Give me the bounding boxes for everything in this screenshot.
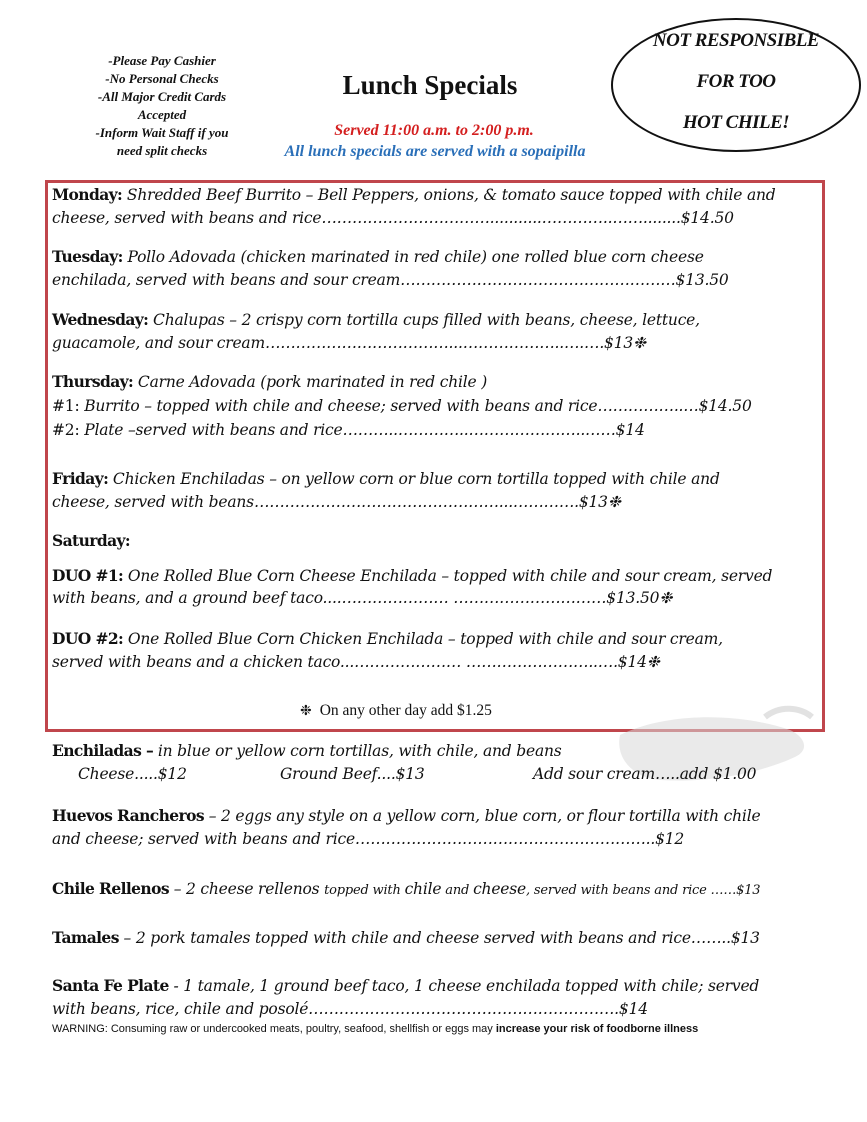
day-label: Monday: (52, 185, 123, 204)
duo-label: DUO #1: (52, 566, 124, 585)
item-description: chile (404, 880, 442, 898)
tamales-item (52, 928, 822, 947)
friday-special-line2: cheese, served with beans…………………………………………...………….$13❉ (52, 493, 621, 511)
duo-label: DUO #2: (52, 629, 124, 648)
enchiladas-cheese-price: Cheese.....$12 (78, 765, 187, 783)
special-description: Carne Adovada (pork marinated in red chile ) (133, 373, 488, 391)
day-label: Saturday: (52, 531, 131, 550)
special-description: Shredded Beef Burrito – Bell Peppers, onions, & tomato sauce topped with chile and (122, 186, 776, 204)
duo-2-special (52, 629, 822, 648)
item-name: Tamales (52, 928, 119, 947)
monday-special (52, 185, 822, 204)
monday-special-line2: cheese, served with beans and rice……………………………...........…………..……........$14.50 (52, 209, 734, 227)
sopaipilla-note: All lunch specials are served with a sopaipilla (284, 143, 586, 160)
special-description: Chicken Enchiladas – on yellow corn or blue corn tortilla topped with chile and (108, 470, 720, 488)
day-label: Wednesday: (52, 310, 149, 329)
friday-special (52, 469, 822, 488)
tuesday-special-line2: enchilada, served with beans and sour cream………………………………………………$13.50 (52, 271, 729, 289)
thursday-special (52, 372, 822, 391)
chile-rellenos-item (52, 879, 822, 898)
other-day-note (300, 702, 570, 720)
santa-fe-plate-item (52, 976, 822, 995)
item-name: Santa Fe Plate (52, 976, 169, 995)
disclaimer-line: FOR TOO (696, 71, 776, 92)
huevos-rancheros-line2: and cheese; served with beans and rice…………………………………………………..$12 (52, 830, 685, 848)
page-title: Lunch Specials (342, 70, 518, 100)
policy-line: -Inform Wait Staff if you (95, 125, 229, 140)
enchiladas-ground-beef-price: Ground Beef....$13 (280, 765, 425, 783)
item-description: topped with (324, 883, 405, 898)
option-description: Plate –served with beans and rice………..…………..…………………..……$14 (79, 421, 645, 439)
duo-2-line2: served with beans and a chicken taco...………………… ……………………..….$14❉ (52, 653, 660, 671)
policy-line: Accepted (137, 107, 187, 122)
item-description: 2 cheese rellenos (185, 880, 325, 898)
special-description: One Rolled Blue Corn Cheese Enchilada – topped with chile and sour cream, served (123, 567, 773, 585)
special-description: One Rolled Blue Corn Chicken Enchilada – topped with chile and sour cream, (123, 630, 723, 648)
special-description: Chalupas – 2 crispy corn tortilla cups filled with beans, cheese, lettuce, (148, 311, 700, 329)
item-name: Chile Rellenos (52, 879, 169, 898)
item-description: , served with beans and rice ……$13 (526, 883, 761, 898)
enchiladas-sour-cream-price: Add sour cream…..add $1.00 (533, 765, 757, 783)
thursday-option-2 (52, 421, 822, 439)
item-name: Enchiladas – (52, 741, 154, 760)
wednesday-special (52, 310, 822, 329)
food-safety-warning (52, 1023, 842, 1035)
saturday-label (52, 531, 822, 550)
disclaimer-line: HOT CHILE! (682, 112, 790, 133)
policy-line: -No Personal Checks (105, 71, 219, 86)
enchiladas-item (52, 741, 822, 760)
item-description: cheese (473, 880, 526, 898)
item-description: – 2 pork tamales topped with chile and cheese served with beans and rice……..$13 (118, 929, 760, 947)
santa-fe-plate-line2: with beans, rice, chile and posolé…………………………………………………….$14 (52, 1000, 648, 1018)
policy-line: -All Major Credit Cards (97, 89, 227, 104)
snowflake-icon: ❉ (300, 704, 312, 719)
policy-line: need split checks (116, 143, 208, 158)
wednesday-special-line2: guacamole, and sour cream………………………………...………………..….….$13❉ (52, 334, 646, 352)
item-description: and (441, 883, 474, 898)
item-description: in blue or yellow corn tortillas, with chile, and beans (153, 742, 562, 760)
day-label: Tuesday: (52, 247, 123, 266)
item-dash: – (168, 880, 186, 898)
item-name: Huevos Rancheros (52, 806, 204, 825)
day-label: Friday: (52, 469, 109, 488)
day-label: Thursday: (52, 372, 134, 391)
tuesday-special (52, 247, 822, 266)
option-description: Burrito – topped with chile and cheese; served with beans and rice……………..…$14.50 (79, 397, 752, 415)
other-day-text: On any other day add $1.25 (319, 702, 492, 719)
option-number: #1: (52, 397, 80, 415)
served-hours: Served 11:00 a.m. to 2:00 p.m. (334, 122, 534, 139)
option-number: #2: (52, 421, 80, 439)
item-description: - 1 tamale, 1 ground beef taco, 1 cheese enchilada topped with chile; served (168, 977, 760, 995)
huevos-rancheros-item (52, 806, 822, 825)
duo-1-line2: with beans, and a ground beef taco....………………… …………………………$13.50❉ (52, 589, 673, 607)
warning-text: WARNING: Consuming raw or undercooked meats, poultry, seafood, shellfish or eggs may (52, 1023, 496, 1035)
policy-line: -Please Pay Cashier (108, 53, 216, 68)
duo-1-special (52, 566, 822, 585)
warning-emphasis: increase your risk of foodborne illness (495, 1023, 699, 1035)
thursday-option-1 (52, 397, 822, 415)
item-description: – 2 eggs any style on a yellow corn, blue corn, or flour tortilla with chile (204, 807, 761, 825)
disclaimer-line: NOT RESPONSIBLE (652, 30, 820, 51)
special-description: Pollo Adovada (chicken marinated in red chile) one rolled blue corn cheese (122, 248, 704, 266)
